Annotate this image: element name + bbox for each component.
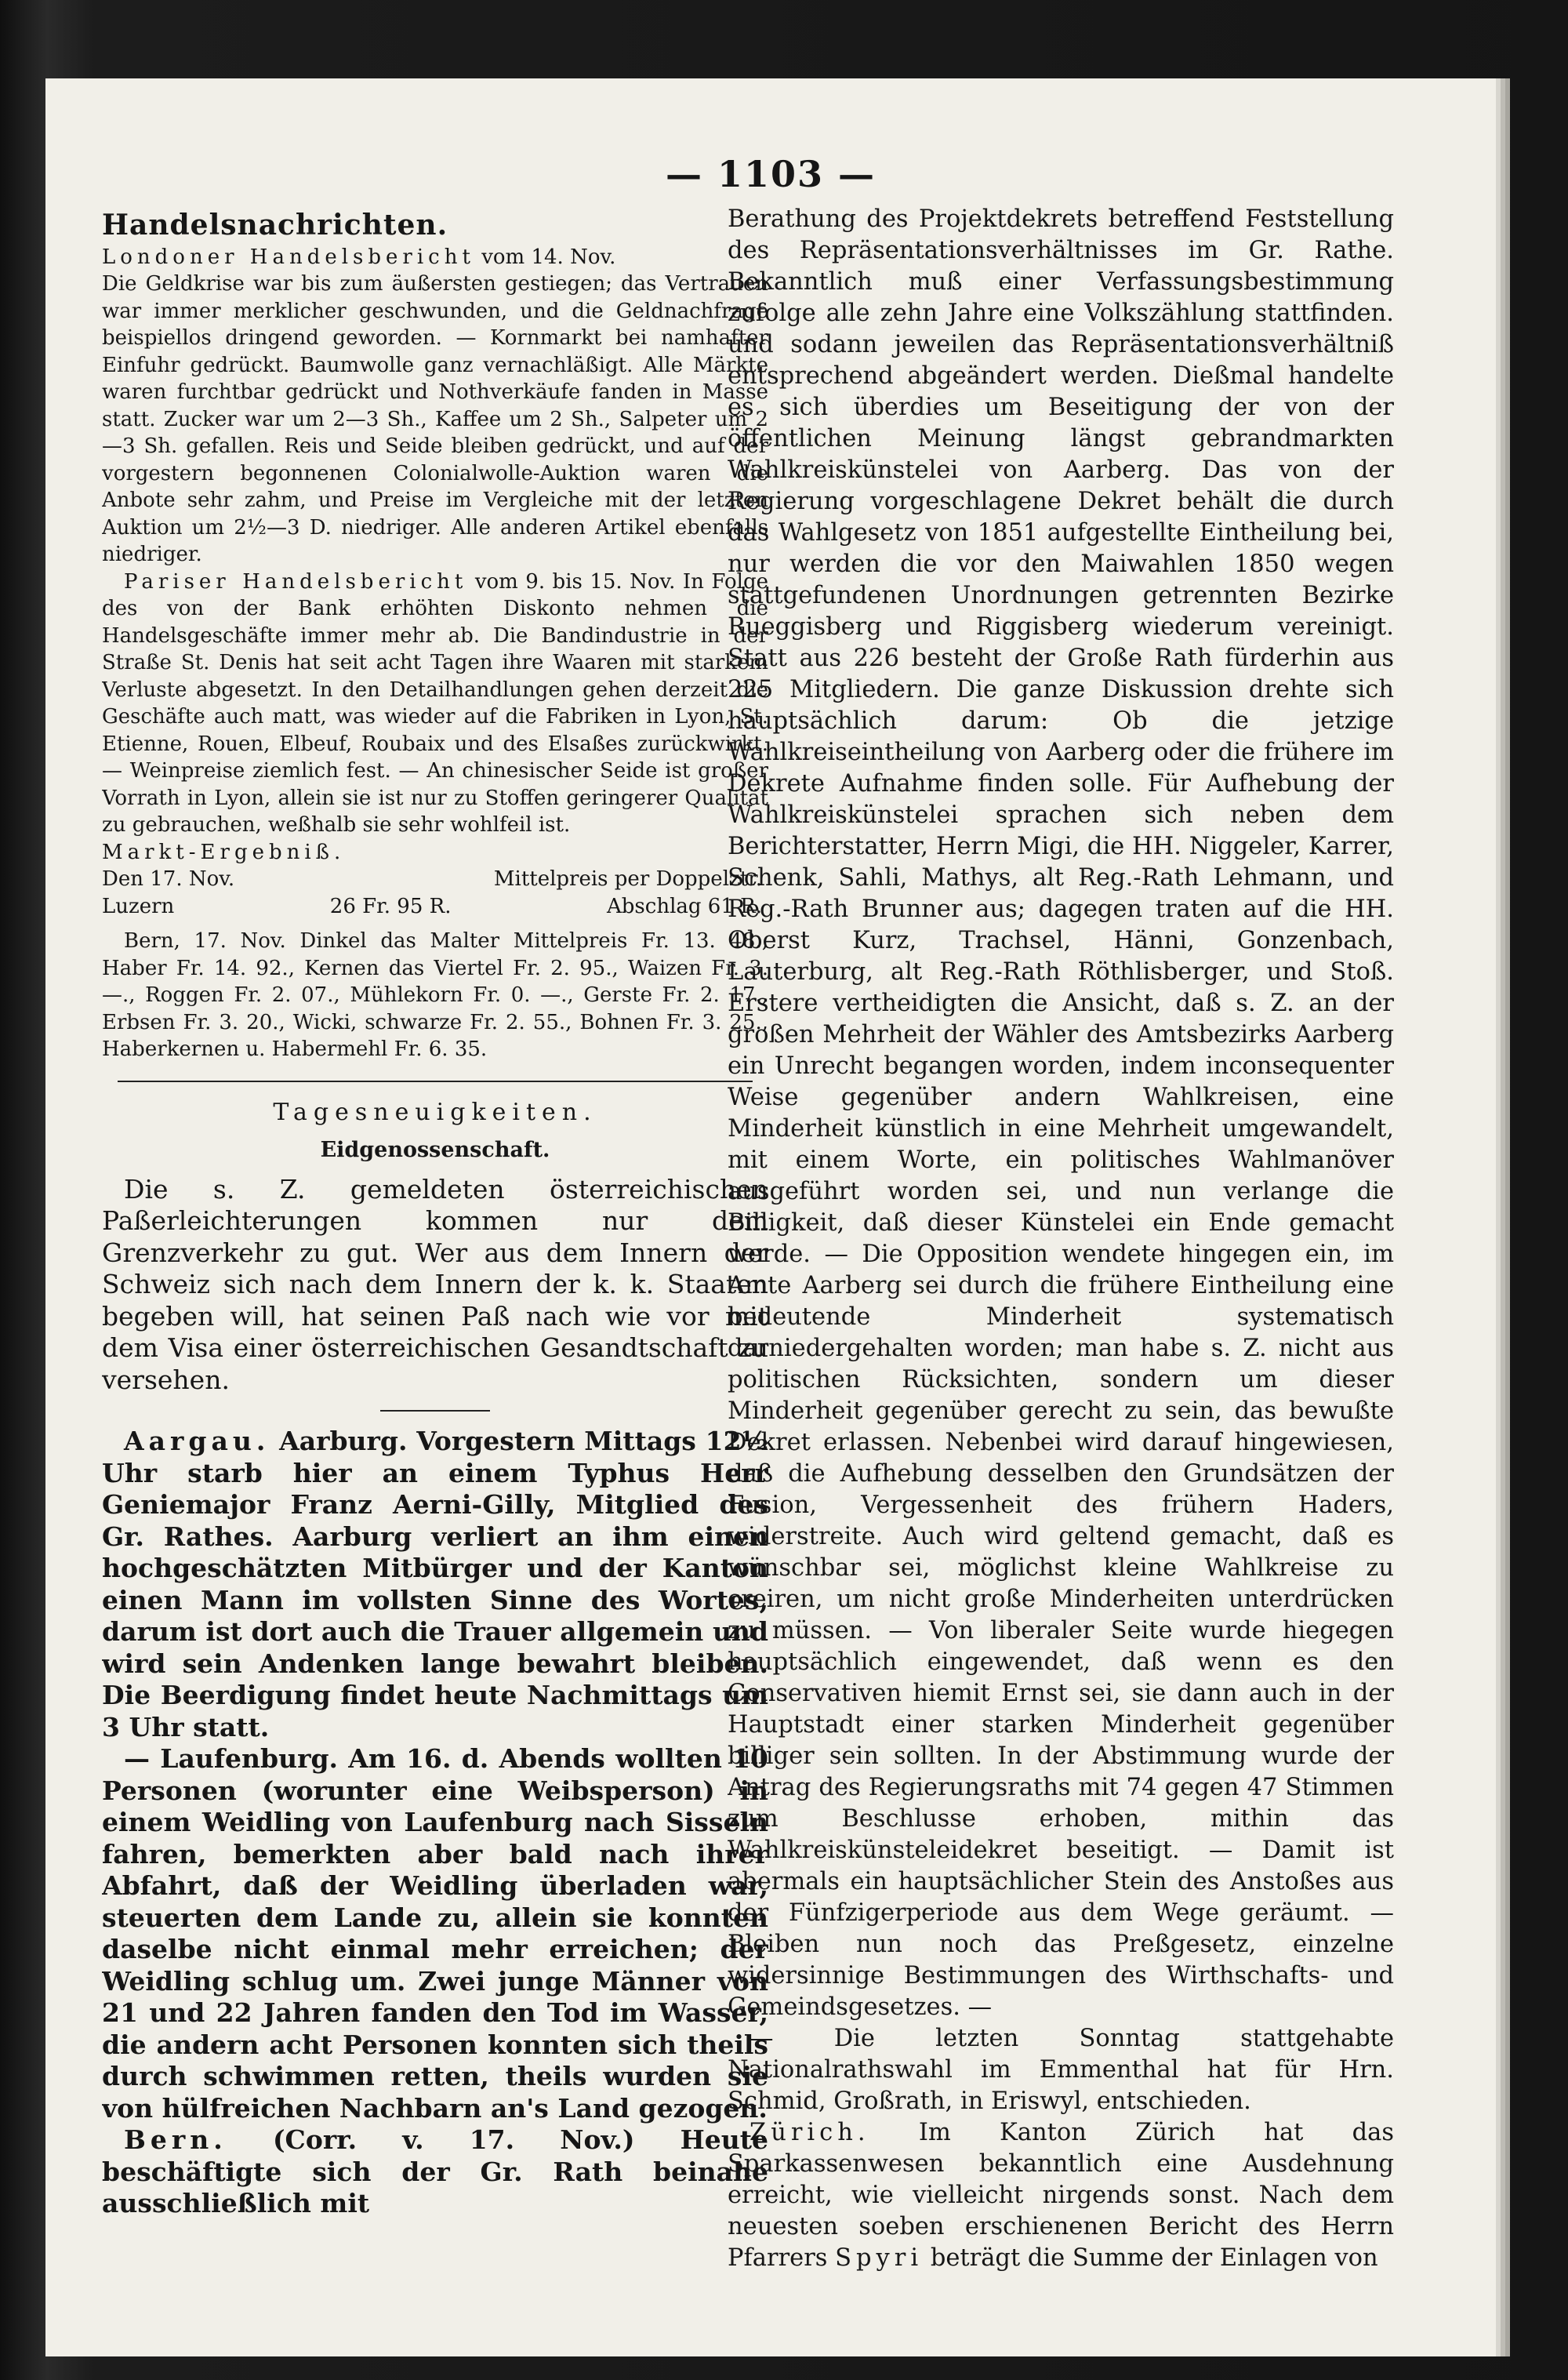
eidgenossenschaft-heading: Eidgenossenschaft. (320, 1138, 550, 1162)
london-heading: Londoner Handelsbericht (102, 245, 475, 269)
left-column (102, 204, 768, 2306)
london-date: vom 14. Nov. (481, 245, 616, 269)
paris-date: vom 9. bis 15. Nov. (474, 569, 676, 594)
zurich-article (728, 2117, 1394, 2274)
bern-article-continued: Berathung des Projektdekrets betreffend Feststellung des Repräsentationsverhältnisses im Gr. Rathe. Bekanntlich muß einer Verfassungsbestimmung zufolge alle zehn Jahre eine Volkszählung stattfinden. und sodann jeweilen das Repräsentationsverhältniß entsprechend abgeändert werden. Dießmal handelte es sich überdies um Beseitigung der von der öffentlichen Meinung längst gebrandmarkten Wahlkreiskünstelei von Aarberg. Das von der Regierung vorgeschlagene Dekret behält die durch das Wahlgesetz von 1851 aufgestellte Eintheilung bei, nur werden die vor den Maiwahlen 1850 wegen stattgefundenen Unordnungen getrennten Bezirke Rueggisberg und Riggisberg wiederum vereinigt. Statt aus 226 besteht der Große Rath fürderhin aus 225 Mitgliedern. Die ganze Diskussion drehte sich hauptsächlich darum: Ob die jetzige Wahlkreiseintheilung von Aarberg oder die frühere im Dekrete Aufnahme finden solle. Für Aufhebung der Wahlkreiskünstelei sprachen sich neben dem Berichterstatter, Herrn Migi, die HH. Niggeler, Karrer, Schenk, Sahli, Mathys, alt Reg.-Rath Lehmann, und Reg.-Rath Brunner aus; dagegen traten auf die HH. Oberst Kurz, Trachsel, Hänni, Gonzenbach, Lauterburg, alt Reg.-Rath Röthlisberger, und Stoß. Erstere vertheidigten die Ansicht, daß s. Z. an der großen Mehrheit der Wähler des Amtsbezirks Aarberg ein Unrecht begangen worden, indem inconsequenter Weise gegenüber andern Wahlkreisen, eine Minderheit künstlich in eine Mehrheit umgewandelt, mit einem Worte, ein politisches Wahlmanöver ausgeführt worden sei, und nun verlange die Billigkeit, daß dieser Künstelei ein Ende gemacht werde. — Die Opposition wendete hingegen ein, im Amte Aarberg sei durch die frühere Eintheilung eine bedeutende Minderheit systematisch darniedergehalten worden; man habe s. Z. nicht aus politischen Rücksichten, sondern um dieser Minderheit gegenüber gerecht zu sein, das bewußte Dekret erlassen. Nebenbei wird darauf hingewiesen, daß die Aufhebung desselben den Grundsätzen der Fusion, Vergessenheit des frühern Haders, widerstreite. Auch wird geltend gemacht, daß es wünschbar sei, möglichst kleine Wahlkreise zu creiren, um nicht große Minderheiten unterdrücken zu müssen. — Von liberaler Seite wurde hiegegen hauptsächlich eingewendet, daß wenn es den Conservativen hiemit Ernst sei, sie dann auch in der Hauptstadt einer starken Minderheit gegenüber billiger sein sollten. In der Abstimmung wurde der Antrag des Regierungsraths mit 74 gegen 47 Stimmen zum Beschlusse erhoben, mithin das Wahlkreiskünsteleidekret beseitigt. — Damit ist abermals ein hauptsächlicher Stein des Anstoßes aus der Fünfzigerperiode aus dem Wege geräumt. — Bleiben nun noch das Preßgesetz, einzelne widersinnige Bestimmungen des Wirthschafts- und Gemeindsgesetzes. — (728, 205, 1394, 2021)
aargau-text: Aarburg. Vorgestern Mittags 12½ Uhr starb hier an einem Typhus Herr Geniemajor Franz Aerni-Gilly, Mitglied des Gr. Rathes. Aarburg verliert an ihm einen hochgeschätzten Mitbürger und der Kanton einen Mann im vollsten Sinne des Wortes, darum ist dort auch die Trauer allgemein und wird sein Andenken lange bewahrt bleiben. Die Beerdigung findet heute Nachmittags um 3 Uhr statt. (102, 1426, 768, 1742)
eidgenossenschaft-text: Die s. Z. gemeldeten österreichischen Paßerleichterungen kommen nur dem Grenzverkehr zu gut. Wer aus dem Innern der Schweiz sich nach dem Innern der k. k. Staaten begeben will, hat seinen Paß nach wie vor mit dem Visa einer österreichischen Gesandtschaft zu versehen. (102, 1173, 768, 1395)
bern-article (102, 2124, 768, 2220)
market-header-row (102, 866, 768, 893)
zurich-text: Im Kanton Zürich hat das Sparkassenwesen bekanntlich eine Ausdehnung erreicht, wie vielleicht nirgends sonst. Nach dem neuesten soeben erschienenen Bericht des Herrn Pfarrers (728, 2119, 1394, 2272)
zurich-text-end: beträgt die Summe der Einlagen von (930, 2244, 1378, 2272)
right-column (728, 204, 1394, 2306)
market-price-row (102, 893, 768, 921)
nationalrat-notice: — Die letzten Sonntag stattgehabte Nationalrathswahl im Emmenthal hat für Hrn. Schmid, Großrath, in Eriswyl, entschieden. (728, 2025, 1394, 2115)
market-change: Abschlag 61 R. (607, 894, 762, 918)
bern-prices: Bern, 17. Nov. Dinkel das Malter Mittelpreis Fr. 13. 48., Haber Fr. 14. 92., Kernen das Viertel Fr. 2. 95., Waizen Fr. 3. —., Roggen Fr. 2. 07., Mühlekorn Fr. 0. —., Gerste Fr. 2. 17., Erbsen Fr. 3. 20., Wicki, schwarze Fr. 2. 55., Bohnen Fr. 3. 25., Haberkernen u. Habermehl Fr. 6. 35. (102, 929, 768, 1061)
market-city: Luzern (102, 894, 175, 918)
paris-text: In Folge des von der Bank erhöhten Diskonto nehmen die Handelsgeschäfte immer mehr ab. Die Bandindustrie in der Straße St. Denis hat seit acht Tagen ihre Waaren mit starkem Verluste abgesetzt. In den Detailhandlungen gehen derzeit die Geschäfte auch matt, was wieder auf die Fabriken in Lyon, St. Etienne, Rouen, Elbeuf, Roubaix und des Elsaßes zurückwirkt. — Weinpreise ziemlich fest. — An chinesischer Seide ist großer Vorrath in Lyon, allein sie ist nur zu Stoffen geringerer Qualität zu gebrauchen, weßhalb sie sehr wohlfeil ist. (102, 569, 768, 837)
london-text: Die Geldkrise war bis zum äußersten gestiegen; das Vertrauen war immer merklicher geschwunden, und die Geldnachfrage beispiellos dringend geworden. — Kornmarkt bei namhafter Einfuhr gedrückt. Baumwolle ganz vernachläßigt. Alle Märkte waren furchtbar gedrückt und Nothverkäufe fanden in Masse statt. Zucker war um 2—3 Sh., Kaffee um 2 Sh., Salpeter um 2—3 Sh. gefallen. Reis und Seide bleiben gedrückt, und auf der vorgestern begonnenen Colonialwolle-Auktion waren die Anbote sehr zahm, und Preise im Vergleiche mit der letzten Auktion um 2½—3 D. niedriger. Alle anderen Artikel ebenfalls niedriger. (102, 272, 768, 566)
spyri-name: Spyri (835, 2244, 924, 2272)
market-heading: Markt-Ergebniß. (102, 840, 346, 864)
aargau-article (102, 1426, 768, 1743)
bern-lead: Bern. (124, 2124, 227, 2155)
aargau-lead: Aargau. (124, 1426, 270, 1456)
market-price: 26 Fr. 95 R. (329, 894, 452, 918)
paris-heading: Pariser Handelsbericht (124, 569, 468, 594)
paris-report (102, 569, 768, 839)
bern-text: (Corr. v. 17. Nov.) Heute beschäftigte sich der Gr. Rath beinahe ausschließlich mit (102, 2124, 768, 2218)
market-date: Den 17. Nov. (102, 867, 235, 891)
market-col-header: Mittelpreis per Doppelztr. (493, 867, 762, 891)
zurich-lead: Zürich. (750, 2119, 870, 2146)
short-divider (380, 1410, 490, 1412)
news-heading: Tagesneuigkeiten. (273, 1098, 597, 1126)
page-number: — 1103 — (665, 153, 877, 195)
london-report (102, 244, 768, 569)
newspaper-page (45, 78, 1496, 2356)
laufenburg-article: — Laufenburg. Am 16. d. Abends wollten 10 Personen (worunter eine Weibsperson) in einem Weidling von Laufenburg nach Sisseln fahren, bemerkten aber bald nach ihrer Abfahrt, daß der Weidling überladen war, steuerten dem Lande zu, allein sie konnten daselbe nicht einmal mehr erreichen; der Weidling schlug um. Zwei junge Männer von 21 und 22 Jahren fanden den Tod im Wasser, die andern acht Personen konnten sich theils durch schwimmen retten, theils wurden sie von hülfreichen Nachbarn an's Land gezogen. (102, 1743, 768, 2124)
section-title-handelsnachrichten: Handelsnachrichten. (102, 209, 448, 242)
divider-rule (118, 1081, 753, 1082)
